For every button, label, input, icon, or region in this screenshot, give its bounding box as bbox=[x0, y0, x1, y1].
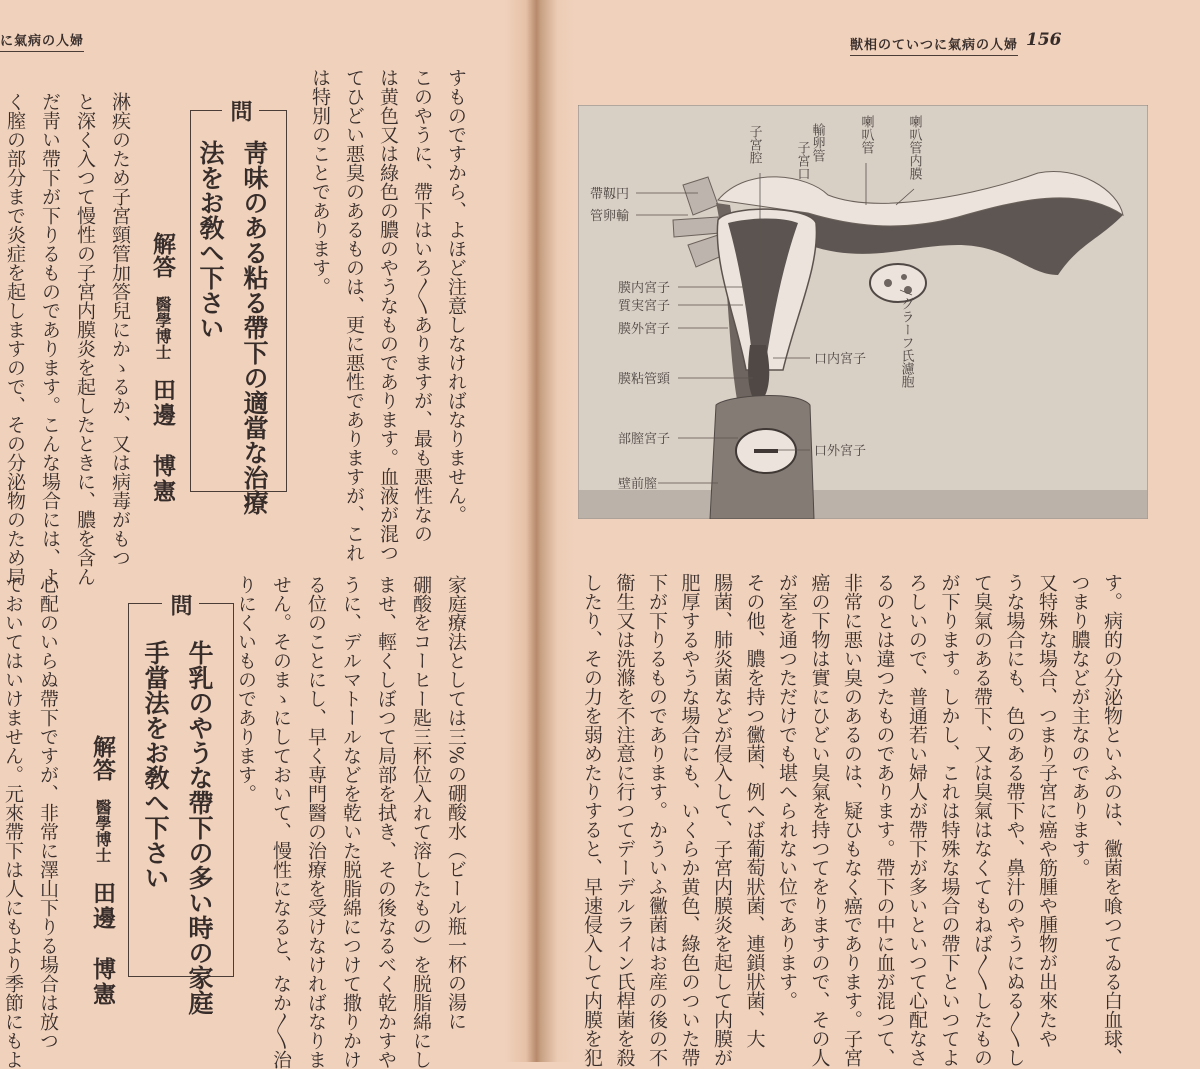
text-column: したり、その力を弱めたりすると、早速侵入して内膜を犯 bbox=[581, 573, 603, 1067]
question-mark-label: 問 bbox=[162, 592, 199, 618]
text-column: うな場合にも、色のある帶下や、鼻汁のやうにぬる〳〵し bbox=[1003, 573, 1026, 1067]
answer-byline-1 bbox=[146, 232, 179, 504]
label-trumpet-tube: 喇叭管 bbox=[858, 115, 874, 154]
text-column: 又特殊な場合、つまり子宮に癌や筋腫や腫物が出來たや bbox=[1036, 573, 1058, 1048]
answer-1-text bbox=[0, 92, 137, 586]
text-column: す。病的の分泌物といふのは、黴菌を喰つてゐる白血球、 bbox=[1101, 573, 1123, 1067]
uterus-anatomy-figure bbox=[578, 105, 1148, 519]
label-vaginal-portion: 部膣宮子 bbox=[618, 432, 671, 447]
answer-surname: 田邊 bbox=[149, 378, 176, 428]
label-fallopian-tube: 管卵輸 bbox=[590, 209, 630, 224]
label-perimetrium: 膜外宮子 bbox=[618, 322, 671, 337]
answer-surname: 田邊 bbox=[89, 881, 116, 931]
text-column: うに、デルマトールなどを乾いた脱脂綿につけて撒りかけ bbox=[340, 575, 362, 1069]
answer-title: 醫學博士 bbox=[93, 799, 112, 863]
label-endometrium: 膜内宮子 bbox=[618, 281, 671, 296]
text-column: る位のことにし、早く専門醫の治療を受けなければなりま bbox=[305, 575, 327, 1069]
text-column: るのとは違つたものであります。帶下の中に血が混つて、 bbox=[873, 573, 896, 1067]
question-title-line: 牛乳のやうな帶下の多い時の家庭 bbox=[185, 640, 214, 1015]
text-column: と深く入つて慢性の子宮内膜炎を起したときに、膿を含ん bbox=[74, 92, 96, 586]
follicle bbox=[901, 274, 907, 280]
text-column: は特別のことであります。 bbox=[309, 68, 331, 296]
left-running-header: に氣病の人婦 bbox=[0, 30, 84, 52]
text-column: 下が下りるものであります。かういふ黴菌はお産の後の不 bbox=[646, 573, 668, 1067]
answer-title: 醫學博士 bbox=[153, 296, 172, 360]
question-mark-label: 問 bbox=[222, 98, 259, 124]
question-title-line: 手當法をお敎へ下さい bbox=[141, 640, 170, 890]
text-column: 衞生又は洗滌を不注意に行つてデーデルライン氏桿菌を殺 bbox=[613, 573, 636, 1067]
question-title-2 bbox=[133, 640, 221, 1015]
label-trumpet-tube-mucosa: 喇叭管内膜 bbox=[906, 115, 922, 180]
book-gutter bbox=[505, 0, 575, 1062]
answer-label: 解答 bbox=[89, 735, 116, 781]
text-column: 非常に悪い臭のあるのは、疑ひもなく癌であります。子宮 bbox=[841, 573, 863, 1067]
text-column: く膣の部分まで炎症を起しますので、その分泌物のため局 bbox=[4, 92, 26, 586]
right-page-text bbox=[576, 573, 1129, 1067]
label-uterine-cavity: 子宮腔 bbox=[746, 125, 762, 164]
page-number: 156 bbox=[1026, 30, 1062, 50]
follicle bbox=[904, 286, 912, 294]
text-column: は黄色又は綠色の膿のやうなものであります。血液が混つ bbox=[377, 68, 399, 562]
label-graafian-follicle: グラーフ氏濾胞 bbox=[898, 297, 914, 388]
question-title-line: 法をお敎へ下さい bbox=[196, 140, 225, 340]
text-column: 腸菌、肺炎菌などが侵入して、子宮内膜炎を起して内膜が bbox=[711, 573, 733, 1067]
text-column: すものですから、よほど注意しなければなりません。 bbox=[445, 68, 467, 524]
answer-given-name: 博憲 bbox=[149, 454, 176, 504]
text-column: りにくいものであります。 bbox=[235, 575, 257, 803]
left-top-text bbox=[303, 68, 473, 562]
text-column: せん。そのまゝにしておいて、慢性になると、なか〳〵治 bbox=[270, 575, 292, 1069]
figure-base-shadow bbox=[578, 490, 1148, 519]
text-column: だ靑い帶下が下りるものであります。こんな場合には、よ bbox=[39, 92, 61, 586]
question-title-line: 靑味のある粘る帶下の適當な治療 bbox=[240, 140, 269, 515]
label-tube-uterine-opening: 輸卵管 bbox=[809, 123, 825, 162]
label-anterior-vaginal-wall: 壁前膣 bbox=[618, 477, 658, 492]
label-external-os: 口外宮子 bbox=[814, 444, 867, 459]
text-column: ておいてはいけません。元來帶下は人にもより季節にもよ bbox=[2, 575, 24, 1069]
label-internal-os: 口内宮子 bbox=[814, 352, 867, 367]
right-running-header: 獣相のていつに氣病の人婦 bbox=[850, 34, 1018, 56]
label-cervical-mucosa: 膜粘管頸 bbox=[618, 372, 671, 387]
text-column: 肥厚するやうな場合にも、いくらか黄色、綠色のついた帶 bbox=[678, 573, 701, 1067]
label-round-ligament: 帶靱円 bbox=[590, 187, 630, 202]
text-column: 癌の下物は實にひどい臭氣を持つてをりますので、その人 bbox=[808, 573, 831, 1067]
left-bottom-text bbox=[228, 575, 473, 1069]
text-column: その他、膿を持つ黴菌、例へば葡萄狀菌、連鎖狀菌、大 bbox=[743, 573, 766, 1048]
text-column: 硼酸をコーヒー匙三杯位入れて溶したもの）を脱脂綿にし bbox=[410, 575, 432, 1069]
text-column: つまり膿などが主なのであります。 bbox=[1068, 573, 1091, 877]
text-column: が下ります。しかし、これは特殊な場合の帶下といつてよ bbox=[938, 573, 961, 1067]
label-tube-uterine-opening: 子宮口 bbox=[794, 141, 810, 180]
text-column: 淋疾のため子宮頸管加答兒にかゝるか、又は病毒がもつ bbox=[109, 92, 131, 567]
question-title-1 bbox=[188, 140, 276, 515]
answer-byline-2 bbox=[86, 735, 119, 1007]
text-column: てひどい悪臭のあるものは、更に悪性でありますが、これ bbox=[343, 68, 365, 562]
external-os bbox=[754, 449, 778, 453]
text-column: て臭氣のある帶下、又は臭氣はなくてもねば〳〵したもの bbox=[971, 573, 993, 1067]
text-column: 心配のいらぬ帶下ですが、非常に澤山下りる場合は放つ bbox=[37, 575, 59, 1050]
text-column: ろしいので、普通若い婦人が帶下が多いといつて心配なさ bbox=[906, 573, 928, 1067]
answer-given-name: 博憲 bbox=[89, 957, 116, 1007]
text-column: が室を通つただけでも堪へられない位であります。 bbox=[776, 573, 798, 1010]
answer-label: 解答 bbox=[149, 232, 176, 278]
follicle bbox=[884, 279, 892, 287]
text-column: このやうに、帶下はいろ〳〵ありますが、最も悪性なの bbox=[411, 68, 433, 543]
label-myometrium: 質実宮子 bbox=[618, 299, 671, 314]
text-column: 家庭療法としては三%の硼酸水（ビール瓶一杯の湯に bbox=[445, 575, 467, 1031]
answer-2-text bbox=[0, 575, 65, 1069]
text-column: ませ、輕くしぼつて局部を拭き、その後なるべく乾かすや bbox=[375, 575, 397, 1069]
